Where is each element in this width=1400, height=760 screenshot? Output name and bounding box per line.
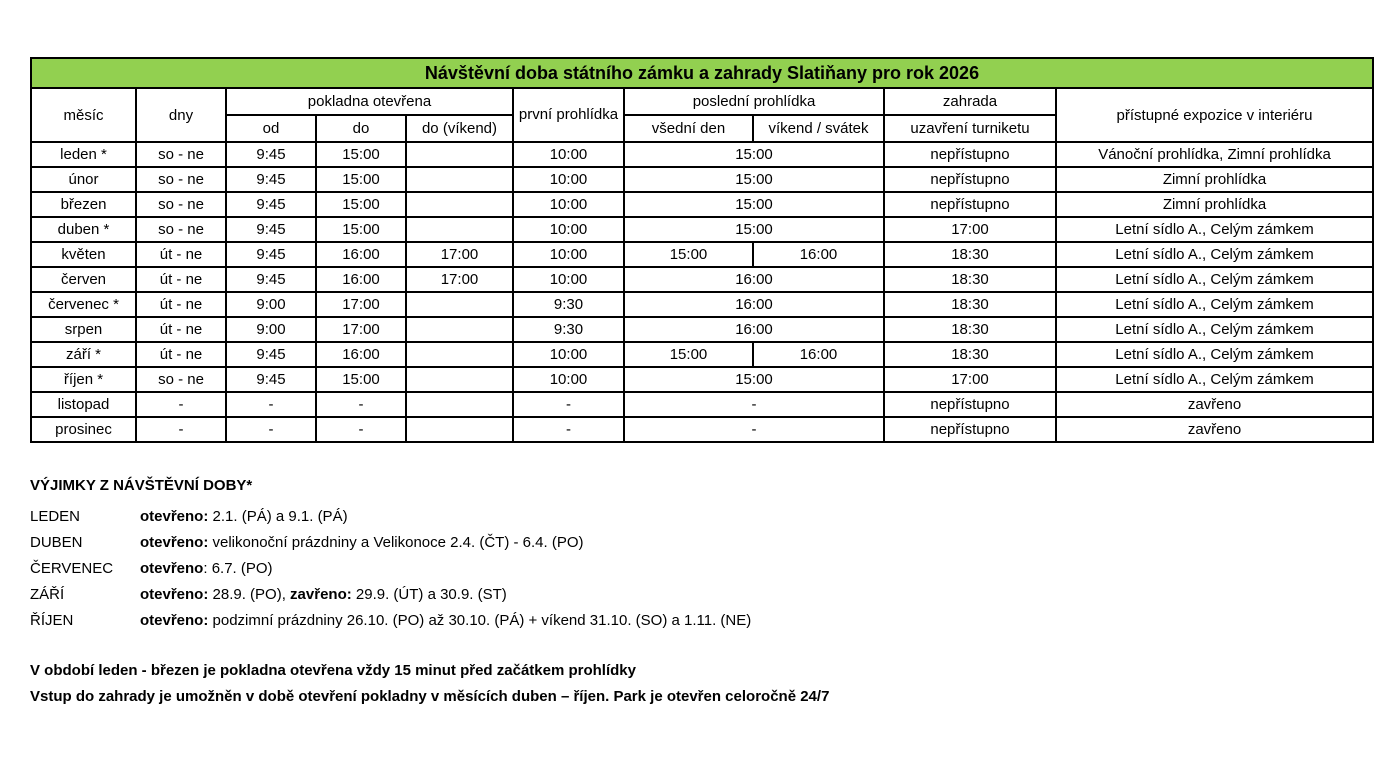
exceptions-list bbox=[30, 504, 1372, 634]
exception-month-label: DUBEN bbox=[30, 534, 83, 551]
cell-month: březen bbox=[31, 192, 136, 217]
cell-month: srpen bbox=[31, 317, 136, 342]
table-row bbox=[31, 367, 1373, 392]
cell-open-to: 16:00 bbox=[316, 342, 406, 367]
cell-expositions: zavřeno bbox=[1056, 417, 1373, 442]
cell-open-to-weekend bbox=[406, 142, 513, 167]
table-row bbox=[31, 417, 1373, 442]
cell-open-to-weekend: 17:00 bbox=[406, 267, 513, 292]
cell-last-tour: - bbox=[624, 392, 884, 417]
cell-open-to: 16:00 bbox=[316, 242, 406, 267]
cell-first-tour: 10:00 bbox=[513, 192, 624, 217]
col-header-month: měsíc bbox=[31, 88, 136, 142]
cell-first-tour: - bbox=[513, 392, 624, 417]
cell-garden-turnstile: 17:00 bbox=[884, 367, 1056, 392]
cell-open-to-weekend: 17:00 bbox=[406, 242, 513, 267]
cell-open-to-weekend bbox=[406, 342, 513, 367]
exception-text: otevřeno: 6.7. (PO) bbox=[140, 560, 273, 577]
col-header-days: dny bbox=[136, 88, 226, 142]
cell-first-tour: 10:00 bbox=[513, 167, 624, 192]
cell-expositions: zavřeno bbox=[1056, 392, 1373, 417]
cell-open-to: 15:00 bbox=[316, 142, 406, 167]
cell-open-to-weekend bbox=[406, 317, 513, 342]
cell-open-from: 9:45 bbox=[226, 267, 316, 292]
cell-last-tour: 16:00 bbox=[624, 292, 884, 317]
exception-month-label: ČERVENEC bbox=[30, 560, 114, 577]
cell-open-to: 15:00 bbox=[316, 167, 406, 192]
cell-open-from: 9:45 bbox=[226, 367, 316, 392]
notes-section bbox=[30, 477, 1372, 710]
cell-garden-turnstile: nepřístupno bbox=[884, 417, 1056, 442]
cell-garden-turnstile: 18:30 bbox=[884, 292, 1056, 317]
cell-days: so - ne bbox=[136, 367, 226, 392]
cell-days: so - ne bbox=[136, 192, 226, 217]
cell-days: út - ne bbox=[136, 267, 226, 292]
cell-open-from: 9:45 bbox=[226, 342, 316, 367]
table-row bbox=[31, 317, 1373, 342]
cell-garden-turnstile: 18:30 bbox=[884, 242, 1056, 267]
cell-month: červen bbox=[31, 267, 136, 292]
cell-open-from: 9:00 bbox=[226, 317, 316, 342]
cell-first-tour: 10:00 bbox=[513, 342, 624, 367]
header-row-1 bbox=[31, 88, 1373, 115]
footer-line: V období leden - březen je pokladna otevřena vždy 15 minut před začátkem prohlídky bbox=[30, 662, 636, 679]
cell-expositions: Letní sídlo A., Celým zámkem bbox=[1056, 317, 1373, 342]
cell-expositions: Zimní prohlídka bbox=[1056, 167, 1373, 192]
cell-open-to-weekend bbox=[406, 417, 513, 442]
cell-expositions: Letní sídlo A., Celým zámkem bbox=[1056, 217, 1373, 242]
exception-row bbox=[30, 504, 1372, 530]
cell-last-tour: 16:00 bbox=[624, 267, 884, 292]
schedule-tbody bbox=[31, 142, 1373, 442]
table-row bbox=[31, 242, 1373, 267]
cell-garden-turnstile: 18:30 bbox=[884, 342, 1056, 367]
cell-open-to: 15:00 bbox=[316, 367, 406, 392]
exception-month-label: ŘÍJEN bbox=[30, 612, 74, 629]
cell-garden-turnstile: nepřístupno bbox=[884, 392, 1056, 417]
cell-last-tour: 15:00 bbox=[624, 167, 884, 192]
cell-days: út - ne bbox=[136, 242, 226, 267]
cell-garden-turnstile: 17:00 bbox=[884, 217, 1056, 242]
cell-expositions: Letní sídlo A., Celým zámkem bbox=[1056, 267, 1373, 292]
cell-days: so - ne bbox=[136, 167, 226, 192]
cell-days: so - ne bbox=[136, 142, 226, 167]
cell-first-tour: 10:00 bbox=[513, 242, 624, 267]
footer-notes bbox=[30, 658, 1372, 710]
visiting-hours-table bbox=[30, 57, 1374, 443]
cell-open-to-weekend bbox=[406, 167, 513, 192]
exception-row bbox=[30, 530, 1372, 556]
exception-row bbox=[30, 556, 1372, 582]
table-row bbox=[31, 267, 1373, 292]
table-row bbox=[31, 167, 1373, 192]
cell-month: duben * bbox=[31, 217, 136, 242]
cell-expositions: Zimní prohlídka bbox=[1056, 192, 1373, 217]
cell-last-tour: - bbox=[624, 417, 884, 442]
cell-first-tour: 10:00 bbox=[513, 267, 624, 292]
cell-days: út - ne bbox=[136, 317, 226, 342]
table-row bbox=[31, 142, 1373, 167]
col-header-to-weekend: do (víkend) bbox=[406, 115, 513, 142]
cell-open-from: 9:45 bbox=[226, 142, 316, 167]
cell-open-to-weekend bbox=[406, 192, 513, 217]
table-row bbox=[31, 342, 1373, 367]
cell-open-from: - bbox=[226, 392, 316, 417]
exception-text: otevřeno: podzimní prázdniny 26.10. (PO) až 30.10. (PÁ) + víkend 31.10. (SO) a 1.11. (NE) bbox=[140, 612, 752, 629]
cell-open-from: 9:45 bbox=[226, 167, 316, 192]
table-title-row bbox=[31, 58, 1373, 88]
cell-open-to: - bbox=[316, 417, 406, 442]
exception-text: otevřeno: 2.1. (PÁ) a 9.1. (PÁ) bbox=[140, 508, 348, 525]
cell-month: prosinec bbox=[31, 417, 136, 442]
cell-open-to: 15:00 bbox=[316, 217, 406, 242]
cell-month: listopad bbox=[31, 392, 136, 417]
col-header-garden: zahrada bbox=[884, 88, 1056, 115]
cell-open-to: 17:00 bbox=[316, 292, 406, 317]
cell-open-to: 15:00 bbox=[316, 192, 406, 217]
cell-open-to: 17:00 bbox=[316, 317, 406, 342]
cell-open-to: - bbox=[316, 392, 406, 417]
cell-month: říjen * bbox=[31, 367, 136, 392]
table-row bbox=[31, 192, 1373, 217]
col-header-weekend-holiday: víkend / svátek bbox=[753, 115, 884, 142]
page-title: Návštěvní doba státního zámku a zahrady Slatiňany pro rok 2026 bbox=[31, 58, 1373, 88]
cell-open-from: - bbox=[226, 417, 316, 442]
exception-row bbox=[30, 582, 1372, 608]
cell-month: září * bbox=[31, 342, 136, 367]
cell-last-tour: 16:00 bbox=[624, 317, 884, 342]
exception-text: otevřeno: 28.9. (PO), zavřeno: 29.9. (ÚT) a 30.9. (ST) bbox=[140, 586, 507, 603]
cell-days: út - ne bbox=[136, 292, 226, 317]
col-header-first-tour: první prohlídka bbox=[513, 88, 624, 142]
cell-garden-turnstile: nepřístupno bbox=[884, 142, 1056, 167]
cell-open-from: 9:00 bbox=[226, 292, 316, 317]
cell-expositions: Letní sídlo A., Celým zámkem bbox=[1056, 367, 1373, 392]
cell-last-tour-weekday: 15:00 bbox=[624, 342, 753, 367]
table-row bbox=[31, 292, 1373, 317]
cell-last-tour-weekend: 16:00 bbox=[753, 242, 884, 267]
col-header-ticket-office: pokladna otevřena bbox=[226, 88, 513, 115]
cell-month: červenec * bbox=[31, 292, 136, 317]
cell-last-tour: 15:00 bbox=[624, 142, 884, 167]
cell-open-to: 16:00 bbox=[316, 267, 406, 292]
cell-expositions: Vánoční prohlídka, Zimní prohlídka bbox=[1056, 142, 1373, 167]
cell-days: - bbox=[136, 417, 226, 442]
table-row bbox=[31, 392, 1373, 417]
cell-expositions: Letní sídlo A., Celým zámkem bbox=[1056, 342, 1373, 367]
cell-last-tour-weekend: 16:00 bbox=[753, 342, 884, 367]
cell-expositions: Letní sídlo A., Celým zámkem bbox=[1056, 242, 1373, 267]
cell-month: únor bbox=[31, 167, 136, 192]
col-header-to: do bbox=[316, 115, 406, 142]
exception-month-label: ZÁŘÍ bbox=[30, 586, 65, 603]
cell-first-tour: 10:00 bbox=[513, 142, 624, 167]
cell-last-tour: 15:00 bbox=[624, 217, 884, 242]
col-header-last-tour: poslední prohlídka bbox=[624, 88, 884, 115]
cell-days: út - ne bbox=[136, 342, 226, 367]
cell-open-to-weekend bbox=[406, 292, 513, 317]
cell-open-from: 9:45 bbox=[226, 192, 316, 217]
cell-days: so - ne bbox=[136, 217, 226, 242]
cell-garden-turnstile: nepřístupno bbox=[884, 167, 1056, 192]
cell-first-tour: 9:30 bbox=[513, 317, 624, 342]
col-header-expositions: přístupné expozice v interiéru bbox=[1056, 88, 1373, 142]
cell-month: leden * bbox=[31, 142, 136, 167]
cell-first-tour: 9:30 bbox=[513, 292, 624, 317]
exception-row bbox=[30, 608, 1372, 634]
cell-open-to-weekend bbox=[406, 392, 513, 417]
cell-expositions: Letní sídlo A., Celým zámkem bbox=[1056, 292, 1373, 317]
cell-open-from: 9:45 bbox=[226, 217, 316, 242]
exception-text: otevřeno: velikonoční prázdniny a Velikonoce 2.4. (ČT) - 6.4. (PO) bbox=[140, 534, 584, 551]
table-row bbox=[31, 217, 1373, 242]
col-header-from: od bbox=[226, 115, 316, 142]
cell-garden-turnstile: 18:30 bbox=[884, 317, 1056, 342]
cell-open-to-weekend bbox=[406, 367, 513, 392]
cell-month: květen bbox=[31, 242, 136, 267]
col-header-weekday: všední den bbox=[624, 115, 753, 142]
footer-line: Vstup do zahrady je umožněn v době otevření pokladny v měsících duben – říjen. Park je otevřen celoročně 24/7 bbox=[30, 688, 830, 705]
cell-first-tour: 10:00 bbox=[513, 367, 624, 392]
cell-first-tour: - bbox=[513, 417, 624, 442]
cell-first-tour: 10:00 bbox=[513, 217, 624, 242]
cell-days: - bbox=[136, 392, 226, 417]
cell-garden-turnstile: 18:30 bbox=[884, 267, 1056, 292]
cell-open-from: 9:45 bbox=[226, 242, 316, 267]
cell-last-tour: 15:00 bbox=[624, 367, 884, 392]
cell-last-tour-weekday: 15:00 bbox=[624, 242, 753, 267]
exception-month-label: LEDEN bbox=[30, 508, 81, 525]
cell-garden-turnstile: nepřístupno bbox=[884, 192, 1056, 217]
cell-open-to-weekend bbox=[406, 217, 513, 242]
exceptions-title: VÝJIMKY Z NÁVŠTĚVNÍ DOBY* bbox=[30, 477, 253, 494]
col-header-turnstile-closing: uzavření turniketu bbox=[884, 115, 1056, 142]
cell-last-tour: 15:00 bbox=[624, 192, 884, 217]
